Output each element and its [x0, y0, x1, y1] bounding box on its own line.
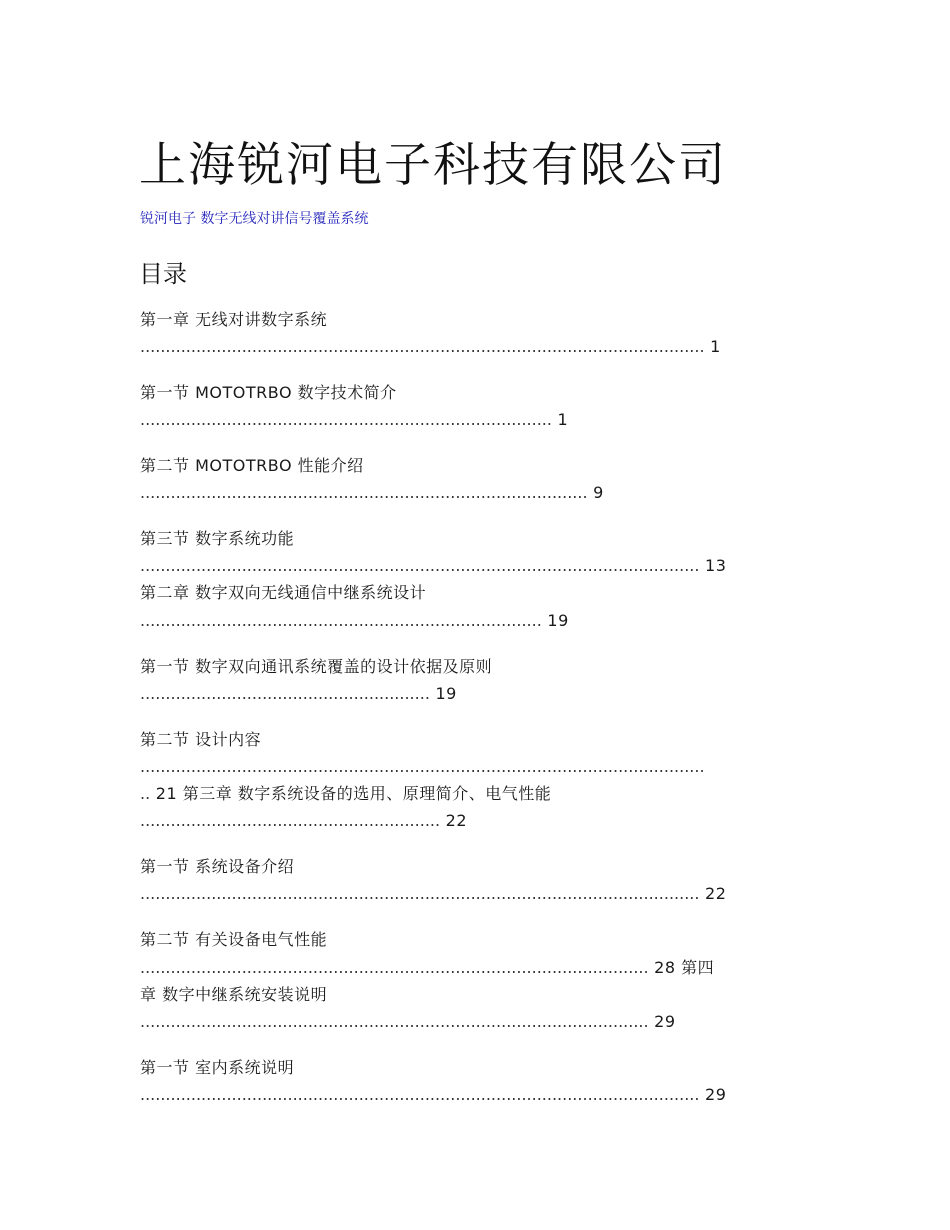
toc-entry-leader [140, 410, 568, 430]
toc-entry-leader [140, 556, 726, 576]
dot-leader: ......................................................... [140, 684, 430, 703]
toc-entry-leader [140, 611, 569, 631]
dot-leader: .............................................................................................................. [140, 556, 700, 575]
toc-entry-title: 第一节 室内系统说明 [140, 1058, 295, 1077]
dot-leader: ........................................................................................ [140, 483, 588, 502]
page-number: 9 [587, 483, 604, 502]
dot-leader: ............................................................................................................... [140, 337, 705, 356]
toc-entry-title: 章 数字中继系统安装说明 [140, 985, 328, 1004]
page-number: 1 [551, 410, 569, 429]
page-number: 22 [440, 811, 468, 830]
toc-entry-leader [140, 483, 604, 503]
dot-leader: ............................................................................................................... [140, 757, 705, 776]
toc-entry-leader [140, 684, 457, 704]
dot-leader: .............................................................................................................. [140, 884, 700, 903]
dot-leader: ................................................................................. [140, 410, 552, 429]
company-title: 上海锐河电子科技有限公司 [139, 138, 727, 193]
dot-leader: ........................................................... [140, 811, 441, 830]
toc-entry-leader [140, 784, 551, 804]
toc-entry-title: 第二章 数字双向无线通信中继系统设计 [140, 583, 427, 602]
toc-entry-leader [140, 811, 467, 831]
toc-entry-title: 第二节 MOTOTRBO 性能介绍 [140, 456, 364, 475]
toc-entry-title: 第一节 数字双向通讯系统覆盖的设计依据及原则 [140, 657, 493, 676]
toc-heading: 目录 [139, 260, 187, 288]
page-number: 21 第三章 数字系统设备的选用、原理简介、电气性能 [150, 784, 552, 803]
toc-entry-title: 第二节 有关设备电气性能 [140, 930, 328, 949]
toc-entry-leader [140, 1012, 676, 1032]
toc-entry-leader [140, 337, 721, 357]
page-number: 19 [429, 684, 457, 703]
toc-entry-leader [140, 757, 705, 777]
page-number: 29 [699, 1085, 727, 1104]
dot-leader: ............................................................................... [140, 611, 542, 630]
document-subtitle: 锐河电子 数字无线对讲信号覆盖系统 [140, 211, 369, 227]
toc-entry-leader [140, 1085, 726, 1105]
page-number: 19 [541, 611, 569, 630]
page-number: 1 [704, 337, 721, 356]
toc-entry-title: 第二节 设计内容 [140, 730, 262, 749]
toc-entry-title: 第一节 MOTOTRBO 数字技术简介 [140, 383, 397, 402]
page-number: 28 第四 [648, 958, 715, 977]
page-number: 13 [699, 556, 727, 575]
dot-leader: .............................................................................................................. [140, 1085, 700, 1104]
page-number: 22 [699, 884, 727, 903]
toc-entry-leader [140, 958, 714, 978]
dot-leader: .. [140, 784, 151, 803]
toc-entry-title: 第一节 系统设备介绍 [140, 857, 295, 876]
dot-leader: .................................................................................................... [140, 958, 649, 977]
page-number: 29 [648, 1012, 676, 1031]
toc-entry-leader [140, 884, 726, 904]
toc-entry-title: 第三节 数字系统功能 [140, 529, 295, 548]
toc-entry-title: 第一章 无线对讲数字系统 [140, 310, 328, 329]
dot-leader: .................................................................................................... [140, 1012, 649, 1031]
